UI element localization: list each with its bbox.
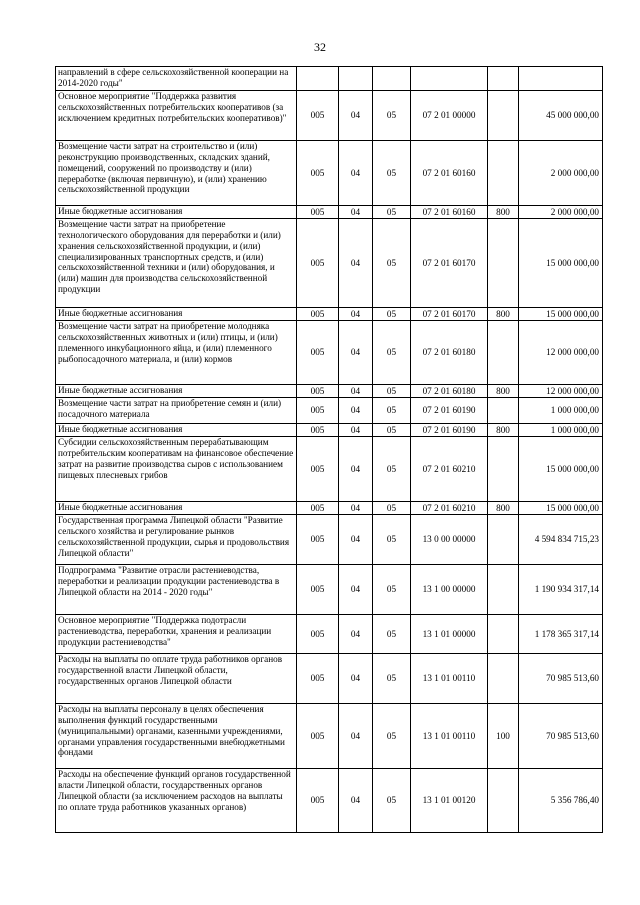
subsection-code: 05 (373, 398, 411, 424)
subsection-code: 05 (373, 321, 411, 385)
amount: 1 190 934 317,14 (519, 565, 603, 615)
row-name: Возмещение части затрат на строительство и (или) реконструкцию производственных, складских зданий, помещений, сооружений по производству и (или) переработке (включая первичную), и (или) хранению сельскохозяйственной продукции (56, 141, 297, 206)
table-row (56, 565, 603, 615)
target-article-code: 07 2 01 60170 (411, 219, 488, 308)
expense-type-code (488, 141, 519, 206)
section-code: 04 (339, 565, 373, 615)
page-number: 32 (314, 40, 326, 54)
table-row (56, 91, 603, 141)
subsection-code (373, 67, 411, 91)
amount: 15 000 000,00 (519, 219, 603, 308)
ministry-code: 005 (297, 398, 339, 424)
expense-type-code (488, 654, 519, 704)
expense-type-code (488, 219, 519, 308)
section-code: 04 (339, 769, 373, 833)
row-name: Возмещение части затрат на приобретение семян и (или) посадочного материала (56, 398, 297, 424)
section-code: 04 (339, 385, 373, 398)
target-article-code: 07 2 01 00000 (411, 91, 488, 141)
table-row (56, 67, 603, 91)
section-code: 04 (339, 398, 373, 424)
amount: 15 000 000,00 (519, 437, 603, 502)
target-article-code: 07 2 01 60160 (411, 141, 488, 206)
section-code: 04 (339, 502, 373, 515)
ministry-code: 005 (297, 704, 339, 769)
row-name: Иные бюджетные ассигнования (56, 206, 297, 219)
amount: 12 000 000,00 (519, 321, 603, 385)
section-code: 04 (339, 219, 373, 308)
row-name: Возмещение части затрат на приобретение молодняка сельскохозяйственных животных и (или) птицы, и (или) племенного инкубационного яйца, и (или) племенного рыбопосадочного материала, и (или) кормов (56, 321, 297, 385)
table-row (56, 704, 603, 769)
ministry-code: 005 (297, 91, 339, 141)
table-row (56, 385, 603, 398)
row-name: Основное мероприятие "Поддержка развития сельскохозяйственных потребительских кооперативов (за исключением кредитных потребительских кооперативов)" (56, 91, 297, 141)
target-article-code: 07 2 01 60160 (411, 206, 488, 219)
target-article-code: 07 2 01 60190 (411, 424, 488, 437)
amount: 2 000 000,00 (519, 206, 603, 219)
ministry-code: 005 (297, 515, 339, 565)
amount: 4 594 834 715,23 (519, 515, 603, 565)
expense-type-code (488, 615, 519, 654)
subsection-code: 05 (373, 308, 411, 321)
ministry-code: 005 (297, 308, 339, 321)
subsection-code: 05 (373, 515, 411, 565)
table-row (56, 206, 603, 219)
ministry-code: 005 (297, 321, 339, 385)
expense-type-code (488, 515, 519, 565)
table-row (56, 437, 603, 502)
subsection-code: 05 (373, 704, 411, 769)
ministry-code: 005 (297, 437, 339, 502)
section-code: 04 (339, 654, 373, 704)
subsection-code: 05 (373, 502, 411, 515)
amount: 12 000 000,00 (519, 385, 603, 398)
table-row (56, 321, 603, 385)
amount: 15 000 000,00 (519, 502, 603, 515)
row-name: Иные бюджетные ассигнования (56, 308, 297, 321)
amount: 1 000 000,00 (519, 398, 603, 424)
row-name: Основное мероприятие "Поддержка подотрасли растениеводства, переработки, хранения и реализации продукции растениеводства" (56, 615, 297, 654)
expense-type-code (488, 769, 519, 833)
section-code: 04 (339, 91, 373, 141)
subsection-code: 05 (373, 565, 411, 615)
ministry-code: 005 (297, 385, 339, 398)
target-article-code: 13 1 01 00000 (411, 615, 488, 654)
section-code: 04 (339, 437, 373, 502)
section-code: 04 (339, 321, 373, 385)
table-row (56, 615, 603, 654)
amount: 70 985 513,60 (519, 704, 603, 769)
budget-table (55, 66, 603, 833)
target-article-code (411, 67, 488, 91)
section-code: 04 (339, 515, 373, 565)
ministry-code: 005 (297, 769, 339, 833)
table-row (56, 654, 603, 704)
ministry-code: 005 (297, 424, 339, 437)
amount: 2 000 000,00 (519, 141, 603, 206)
subsection-code: 05 (373, 654, 411, 704)
target-article-code: 07 2 01 60170 (411, 308, 488, 321)
section-code (339, 67, 373, 91)
amount: 45 000 000,00 (519, 91, 603, 141)
subsection-code: 05 (373, 437, 411, 502)
table-row (56, 141, 603, 206)
ministry-code (297, 67, 339, 91)
expense-type-code (488, 321, 519, 385)
amount (519, 67, 603, 91)
row-name: Расходы на обеспечение функций органов государственной власти Липецкой области, государственных органов Липецкой области (за исключением расходов на выплаты по оплате труда работников указанных органов) (56, 769, 297, 833)
expense-type-code: 800 (488, 206, 519, 219)
ministry-code: 005 (297, 565, 339, 615)
row-name: Субсидии сельскохозяйственным перерабатывающим потребительским кооперативам на финансовое обеспечение затрат на развитие производства сыров с использованием пищевых плесневых грибов (56, 437, 297, 502)
row-name: Иные бюджетные ассигнования (56, 424, 297, 437)
target-article-code: 07 2 01 60180 (411, 385, 488, 398)
table-row (56, 219, 603, 308)
section-code: 04 (339, 141, 373, 206)
expense-type-code: 800 (488, 502, 519, 515)
table-row (56, 424, 603, 437)
target-article-code: 13 1 01 00110 (411, 654, 488, 704)
expense-type-code: 800 (488, 385, 519, 398)
amount: 15 000 000,00 (519, 308, 603, 321)
expense-type-code (488, 91, 519, 141)
ministry-code: 005 (297, 502, 339, 515)
row-name: Расходы на выплаты по оплате труда работников органов государственной власти Липецкой области, государственных органов Липецкой области (56, 654, 297, 704)
table-row (56, 515, 603, 565)
expense-type-code (488, 437, 519, 502)
ministry-code: 005 (297, 206, 339, 219)
row-name: Иные бюджетные ассигнования (56, 385, 297, 398)
subsection-code: 05 (373, 424, 411, 437)
subsection-code: 05 (373, 219, 411, 308)
section-code: 04 (339, 615, 373, 654)
subsection-code: 05 (373, 141, 411, 206)
expense-type-code: 800 (488, 308, 519, 321)
target-article-code: 07 2 01 60210 (411, 502, 488, 515)
ministry-code: 005 (297, 654, 339, 704)
table-row (56, 769, 603, 833)
target-article-code: 13 1 01 00110 (411, 704, 488, 769)
ministry-code: 005 (297, 141, 339, 206)
ministry-code: 005 (297, 615, 339, 654)
section-code: 04 (339, 308, 373, 321)
target-article-code: 13 1 01 00120 (411, 769, 488, 833)
row-name: Иные бюджетные ассигнования (56, 502, 297, 515)
section-code: 04 (339, 424, 373, 437)
expense-type-code: 100 (488, 704, 519, 769)
target-article-code: 07 2 01 60180 (411, 321, 488, 385)
amount: 5 356 786,40 (519, 769, 603, 833)
table-row (56, 308, 603, 321)
section-code: 04 (339, 704, 373, 769)
amount: 70 985 513,60 (519, 654, 603, 704)
expense-type-code (488, 565, 519, 615)
expense-type-code (488, 67, 519, 91)
table-row (56, 502, 603, 515)
subsection-code: 05 (373, 769, 411, 833)
section-code: 04 (339, 206, 373, 219)
amount: 1 178 365 317,14 (519, 615, 603, 654)
amount: 1 000 000,00 (519, 424, 603, 437)
subsection-code: 05 (373, 206, 411, 219)
table-row (56, 398, 603, 424)
subsection-code: 05 (373, 91, 411, 141)
row-name: Государственная программа Липецкой области "Развитие сельского хозяйства и регулирование рынков сельскохозяйственной продукции, сырья и продовольствия Липецкой области" (56, 515, 297, 565)
ministry-code: 005 (297, 219, 339, 308)
expense-type-code: 800 (488, 424, 519, 437)
row-name: Расходы на выплаты персоналу в целях обеспечения выполнения функций государственными (муниципальными) органами, казенными учреждениями, органами управления государственными внебюджетными фондами (56, 704, 297, 769)
target-article-code: 07 2 01 60210 (411, 437, 488, 502)
row-name: направлений в сфере сельскохозяйственной кооперации на 2014-2020 годы" (56, 67, 297, 91)
subsection-code: 05 (373, 615, 411, 654)
target-article-code: 13 1 00 00000 (411, 565, 488, 615)
target-article-code: 13 0 00 00000 (411, 515, 488, 565)
target-article-code: 07 2 01 60190 (411, 398, 488, 424)
subsection-code: 05 (373, 385, 411, 398)
row-name: Возмещение части затрат на приобретение технологического оборудования для переработки и (или) хранения сельскохозяйственной продукции, и (или) специализированных транспортных средств, и (или) сельскохозяйственной техники и (или) оборудования, и (или) машин для производства сельскохозяйственной продукции (56, 219, 297, 308)
expense-type-code (488, 398, 519, 424)
row-name: Подпрограмма "Развитие отрасли растениеводства, переработки и реализации продукции растениеводства в Липецкой области на 2014 - 2020 годы" (56, 565, 297, 615)
